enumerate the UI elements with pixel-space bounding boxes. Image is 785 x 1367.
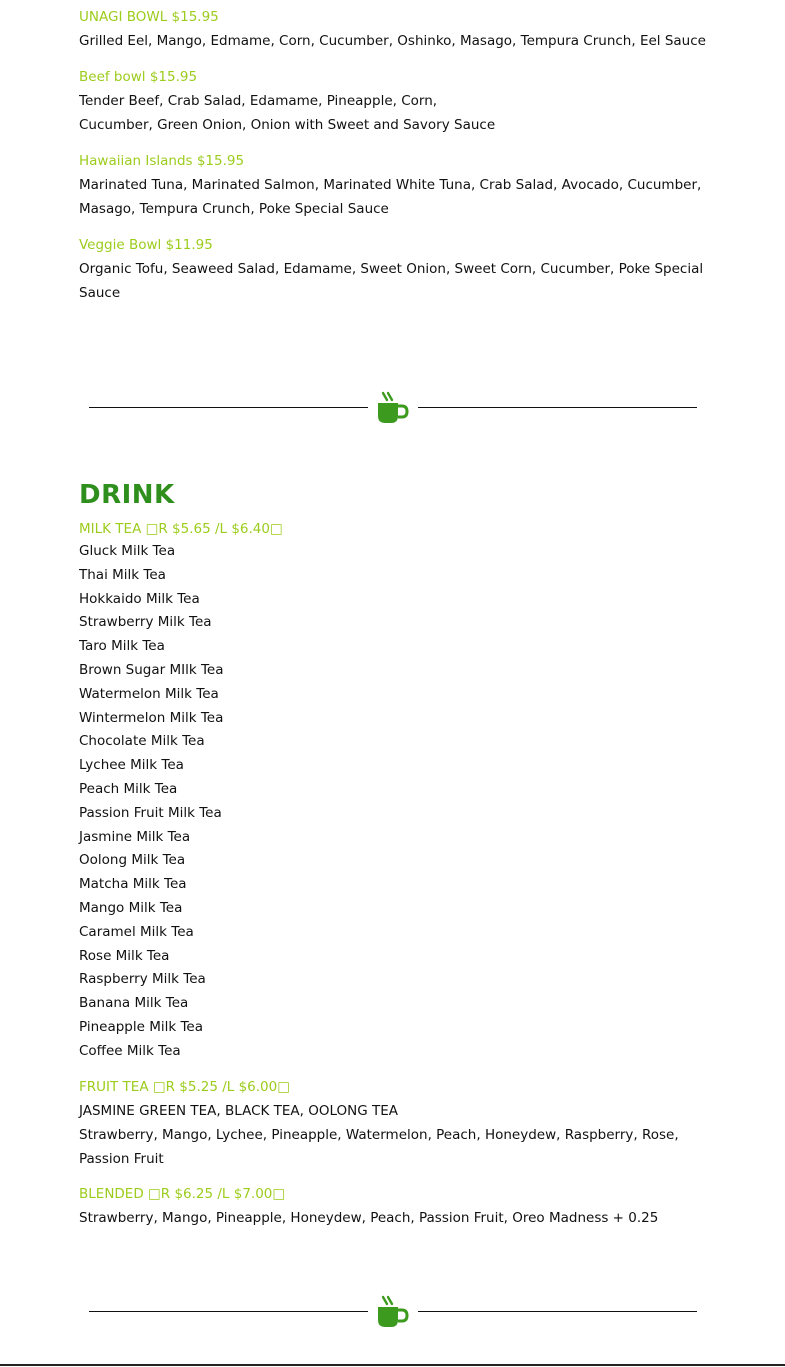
- list-item: Lychee Milk Tea: [79, 757, 184, 774]
- list-item: Jasmine Milk Tea: [79, 828, 191, 845]
- drink-menu: [79, 518, 719, 1242]
- item-title: UNAGI BOWL $15.95: [79, 9, 219, 25]
- milk-tea-list: [79, 540, 719, 1064]
- item-title: FRUIT TEA □R $5.25 /L $6.00□: [79, 1078, 290, 1095]
- list-item: Matcha Milk Tea: [79, 876, 187, 893]
- list-item: Banana Milk Tea: [79, 995, 189, 1012]
- item-description: Grilled Eel, Mango, Edmame, Corn, Cucumber, Oshinko, Masago, Tempura Crunch, Eel Sauce: [79, 33, 706, 49]
- item-description: [79, 89, 709, 137]
- item-description: Organic Tofu, Seaweed Salad, Edamame, Sweet Onion, Sweet Corn, Cucumber, Poke Special Sauce: [79, 261, 704, 301]
- list-item: Strawberry Milk Tea: [79, 614, 212, 631]
- menu-group-milk-tea: [79, 518, 719, 1064]
- page-bottom-border: [0, 1364, 785, 1366]
- item-description: Marinated Tuna, Marinated Salmon, Marinated White Tuna, Crab Salad, Avocado, Cucumber, Masago, Tempura Crunch, Poke Special Sauce: [79, 177, 702, 217]
- divider-line: [418, 1311, 697, 1312]
- list-item: Hokkaido Milk Tea: [79, 590, 200, 607]
- flavor-list: Strawberry, Mango, Pineapple, Honeydew, Peach, Passion Fruit, Oreo Madness + 0.25: [79, 1209, 659, 1226]
- menu-item-hawaiian-islands: [79, 150, 709, 221]
- list-item: Thai Milk Tea: [79, 566, 166, 583]
- list-item: Mango Milk Tea: [79, 899, 183, 916]
- coffee-cup-icon: [376, 1295, 410, 1329]
- list-item: Caramel Milk Tea: [79, 923, 194, 940]
- item-title: Veggie Bowl $11.95: [79, 237, 213, 253]
- section-divider: [89, 1295, 697, 1329]
- list-item: Gluck Milk Tea: [79, 543, 176, 559]
- tea-base-list: JASMINE GREEN TEA, BLACK TEA, OOLONG TEA: [79, 1102, 399, 1119]
- menu-item-veggie-bowl: [79, 234, 709, 305]
- menu-group-blended: [79, 1183, 719, 1230]
- list-item: Chocolate Milk Tea: [79, 733, 205, 750]
- list-item: Wintermelon Milk Tea: [79, 709, 224, 726]
- item-title: Hawaiian Islands $15.95: [79, 153, 245, 169]
- divider-line: [418, 407, 697, 408]
- section-title-drink: DRINK: [79, 480, 175, 510]
- coffee-cup-icon: [376, 391, 410, 425]
- list-item: Watermelon Milk Tea: [79, 685, 219, 702]
- item-title: Beef bowl $15.95: [79, 69, 198, 85]
- list-item: Pineapple Milk Tea: [79, 1018, 204, 1035]
- list-item: Rose Milk Tea: [79, 947, 170, 964]
- divider-line: [89, 1311, 368, 1312]
- menu-item-beef-bowl: [79, 66, 709, 137]
- list-item: Taro Milk Tea: [79, 638, 165, 655]
- list-item: Coffee Milk Tea: [79, 1042, 181, 1059]
- flavor-list: Strawberry, Mango, Lychee, Pineapple, Watermelon, Peach, Honeydew, Raspberry, Rose, Passion Fruit: [79, 1126, 679, 1167]
- list-item: Raspberry Milk Tea: [79, 971, 206, 988]
- section-divider: [89, 391, 697, 425]
- item-description-line: Cucumber, Green Onion, Onion with Sweet and Savory Sauce: [79, 117, 496, 133]
- list-item: Passion Fruit Milk Tea: [79, 804, 222, 821]
- list-item: Oolong Milk Tea: [79, 852, 186, 869]
- item-description-line: Tender Beef, Crab Salad, Edamame, Pineapple, Corn,: [79, 93, 438, 109]
- divider-line: [89, 407, 368, 408]
- list-item: Brown Sugar MIlk Tea: [79, 661, 224, 678]
- item-title: MILK TEA □R $5.65 /L $6.40□: [79, 521, 283, 537]
- menu-group-fruit-tea: [79, 1076, 719, 1171]
- menu-item-unagi-bowl: [79, 6, 709, 53]
- item-title: BLENDED □R $6.25 /L $7.00□: [79, 1185, 286, 1202]
- bowl-menu: [79, 6, 709, 305]
- list-item: Peach Milk Tea: [79, 780, 178, 797]
